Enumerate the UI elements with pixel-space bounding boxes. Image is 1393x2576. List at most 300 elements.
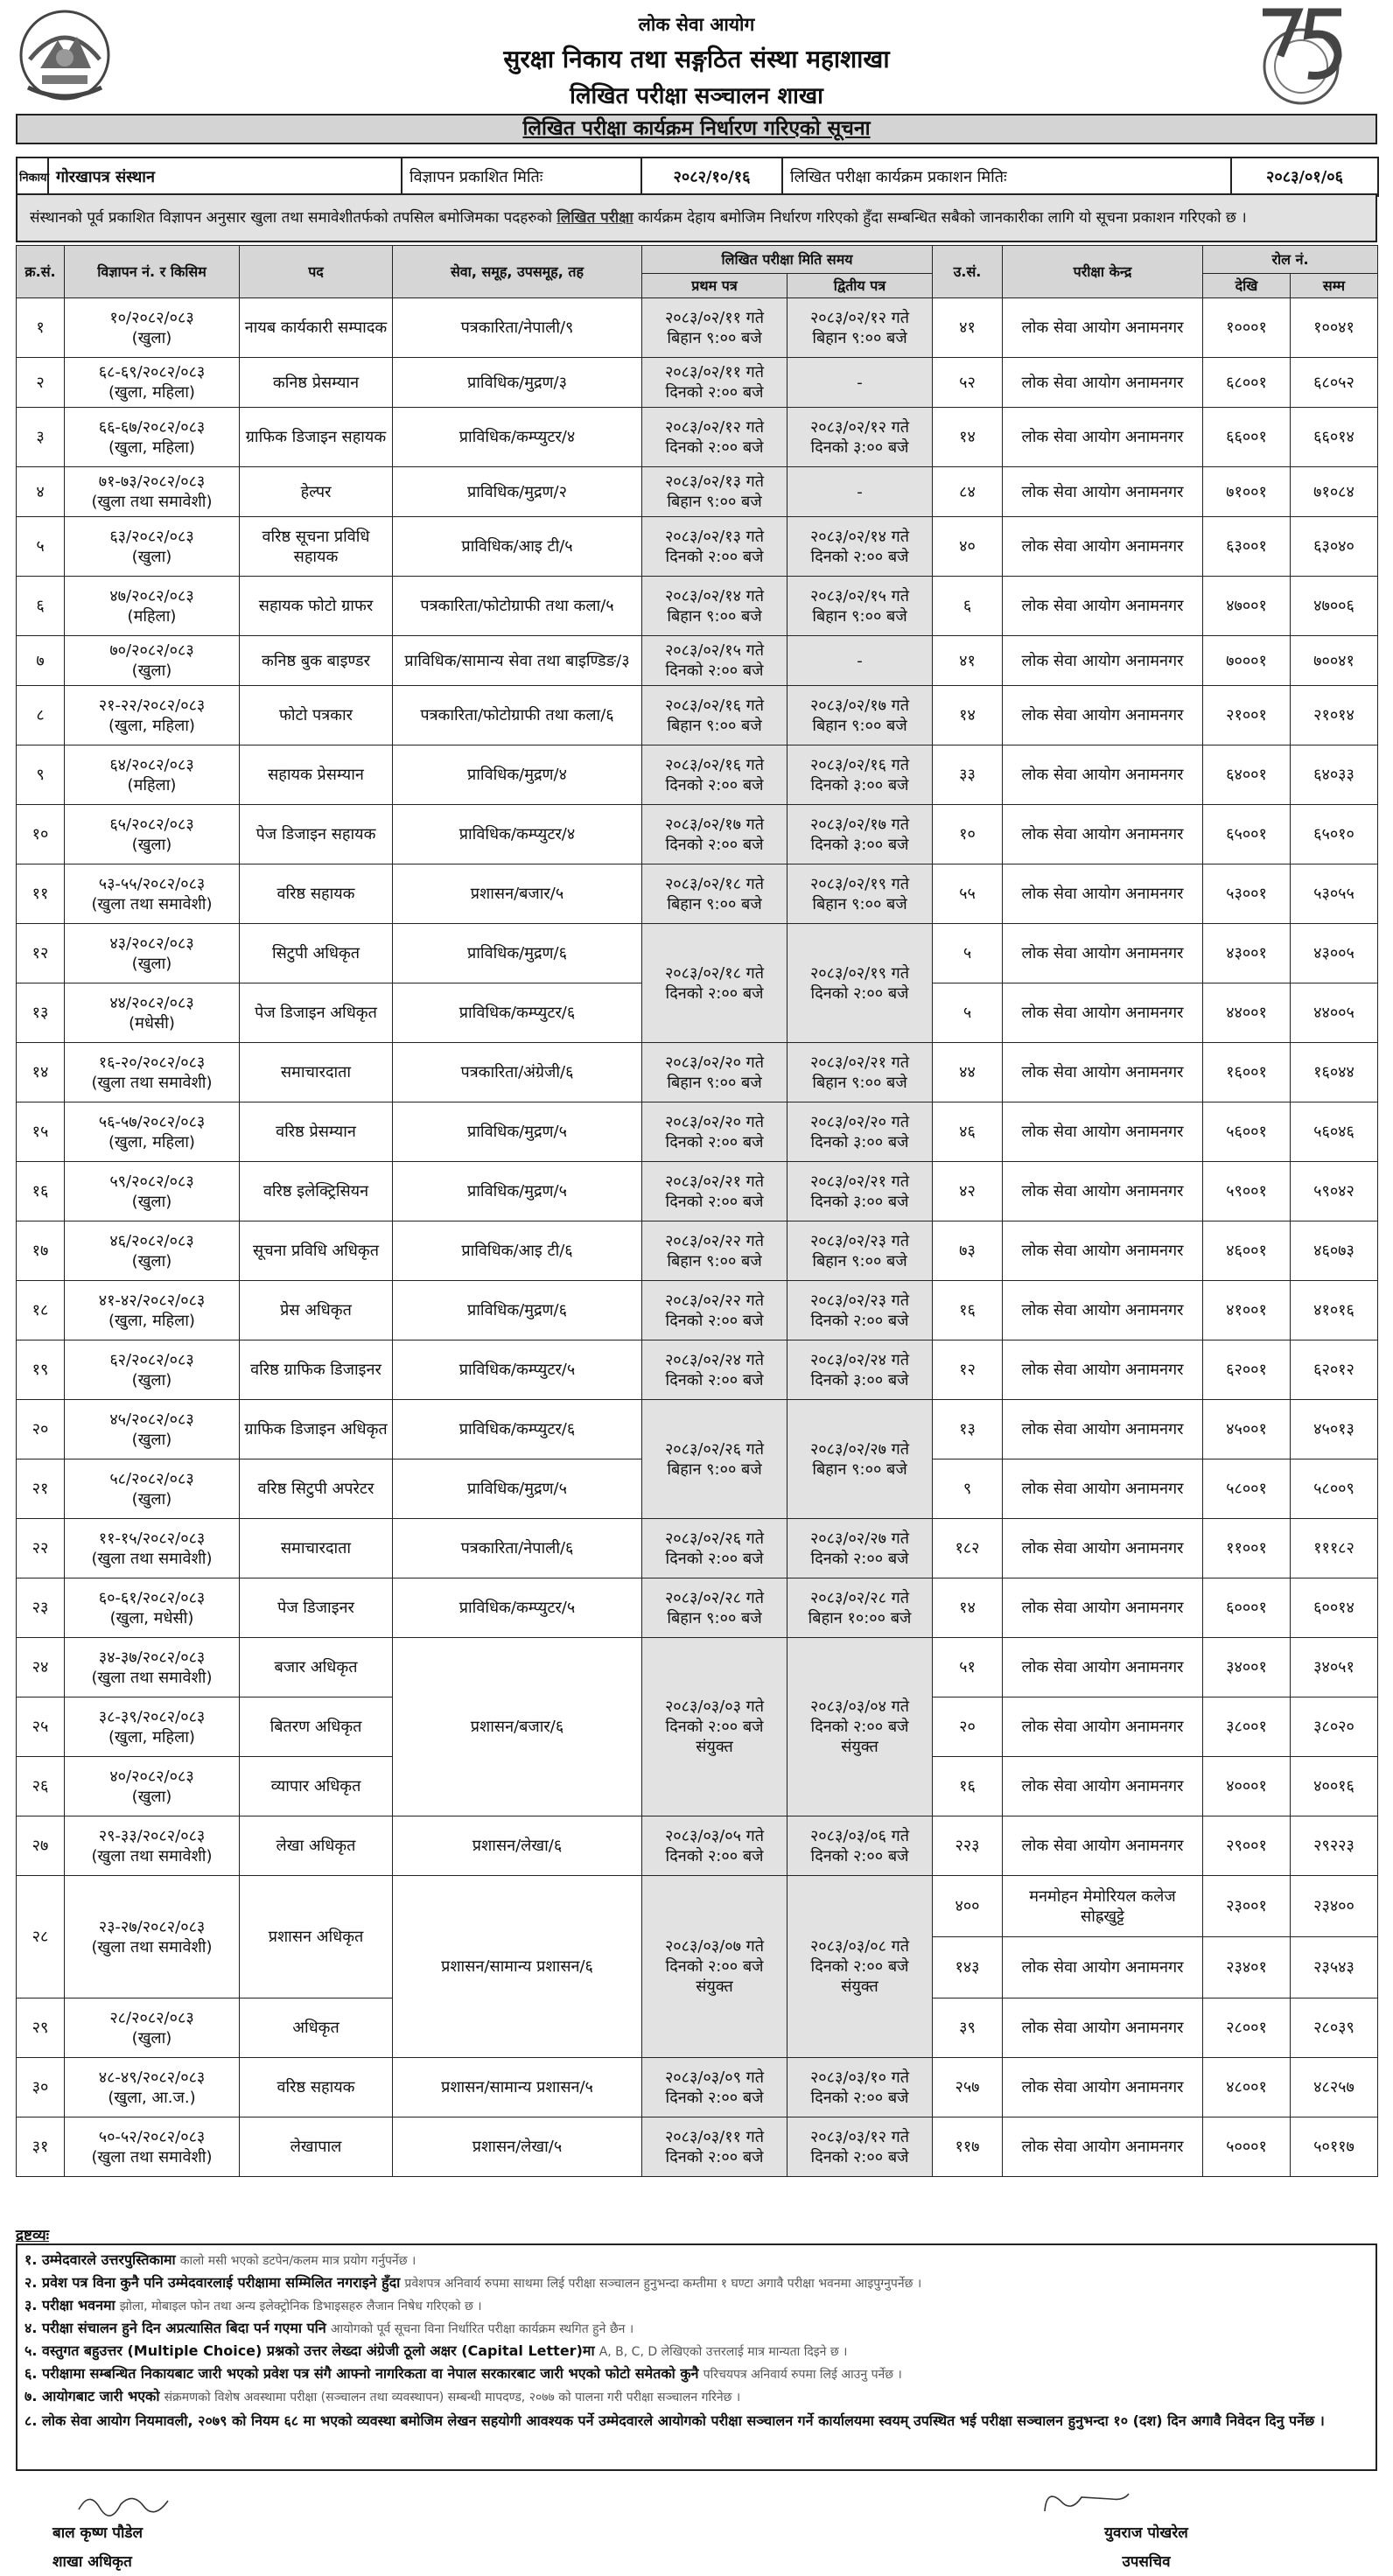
- row-adv-line: ६३/२०८२/०८३: [109, 527, 194, 546]
- row-service: प्रशासन/लेखा/५: [393, 2118, 642, 2177]
- row-paper2-line: संयुक्त: [841, 1738, 878, 1756]
- row-roll-to: ४४००५: [1291, 984, 1378, 1043]
- row-adv-line: २१-२२/२०८२/०८३: [98, 696, 206, 715]
- row-post: अधिकृत: [240, 1998, 393, 2058]
- row-adv-type: (खुला): [131, 1251, 172, 1270]
- row-adv: [65, 1876, 240, 1998]
- row-adv: [65, 517, 240, 577]
- row-roll-from: ४४००१: [1203, 984, 1291, 1043]
- row-roll-to: ४१०१६: [1291, 1281, 1378, 1340]
- row-adv-line: ६८-६९/२०८२/०८३: [98, 363, 206, 382]
- row-candidates: १६: [933, 1757, 1003, 1816]
- row-sn: २२: [17, 1519, 65, 1578]
- row-sn: २१: [17, 1460, 65, 1519]
- row-roll-to: २९२२३: [1291, 1816, 1378, 1876]
- row-sn: ६: [17, 577, 65, 636]
- row-paper2-line: संयुक्त: [841, 1978, 878, 1996]
- row-paper2-line: २०८३/०२/१९ गते: [809, 963, 910, 983]
- row-paper2: [788, 924, 933, 1043]
- row-paper1-line: २०८३/०२/२१ गते: [664, 1172, 765, 1191]
- row-paper2-line: दिनको २:०० बजे: [810, 2147, 909, 2166]
- row-paper2-line: दिनको ३:०० बजे: [810, 835, 909, 854]
- row-paper1-line: २०८३/०२/२२ गते: [664, 1291, 765, 1310]
- row-paper1-line: बिहान ९:०० बजे: [667, 328, 762, 347]
- row-post: वरिष्ठ सूचना प्रविधि सहायक: [240, 517, 393, 577]
- row-roll-from: ७०००१: [1203, 636, 1291, 686]
- row-post: सहायक प्रेसम्यान: [240, 746, 393, 805]
- row-adv: [65, 864, 240, 924]
- row-candidates: ५२: [933, 358, 1003, 408]
- row-paper2-line: २०८३/०२/२३ गते: [809, 1231, 910, 1250]
- table-row: [17, 1340, 1378, 1400]
- row-paper1: [642, 636, 788, 686]
- division-name: सुरक्षा निकाय तथा सङ्गठित संस्था महाशाखा: [503, 45, 890, 74]
- row-adv: [65, 358, 240, 408]
- row-service: प्राविधिक/कम्प्युटर/६: [393, 1400, 642, 1460]
- col-service: सेवा, समूह, उपसमूह, तह: [393, 246, 642, 298]
- row-center: लोक सेवा आयोग अनामनगर: [1003, 1222, 1203, 1281]
- row-paper1-line: २०८३/०२/१६ गते: [664, 696, 765, 715]
- row-adv: [65, 2118, 240, 2177]
- program-date-value: २०८३/०१/०६: [1231, 158, 1378, 196]
- row-sn: १५: [17, 1102, 65, 1162]
- row-adv-type: (खुला, महिला): [108, 383, 195, 402]
- row-adv-type: (खुला, महिला): [108, 438, 195, 457]
- row-roll-to: ६००१४: [1291, 1578, 1378, 1638]
- row-roll-to: ४८२५७: [1291, 2058, 1378, 2118]
- table-row: [17, 2118, 1378, 2177]
- row-adv-type: (खुला तथा समावेशी): [91, 1846, 213, 1866]
- row-paper1-line: दिनको २:०० बजे: [665, 1132, 764, 1152]
- row-adv-type: (खुला, महिला): [108, 1311, 195, 1330]
- row-post: प्रेस अधिकृत: [240, 1281, 393, 1340]
- row-paper1-line: दिनको २:०० बजे: [665, 2147, 764, 2166]
- row-service: प्रशासन/बजार/६: [393, 1638, 642, 1816]
- row-adv-type: (खुला तथा समावेशी): [91, 493, 213, 511]
- row-candidates: १०: [933, 805, 1003, 864]
- row-roll-from: ४६००१: [1203, 1222, 1291, 1281]
- row-sn: ३१: [17, 2118, 65, 2177]
- row-paper2: [788, 577, 933, 636]
- row-candidates: ९: [933, 1460, 1003, 1519]
- row-paper2: [788, 1102, 933, 1162]
- row-sn: २९: [17, 1998, 65, 2058]
- row-paper1-line: दिनको २:०० बजे: [665, 1370, 764, 1390]
- row-paper2-line: दिनको २:०० बजे: [810, 1549, 909, 1568]
- row-center: लोक सेवा आयोग अनामनगर: [1003, 1638, 1203, 1698]
- row-roll-from: ५८००१: [1203, 1460, 1291, 1519]
- row-adv: [65, 686, 240, 746]
- row-paper2-line: बिहान १०:०० बजे: [808, 1608, 912, 1628]
- row-paper1: [642, 408, 788, 467]
- row-paper1-line: बिहान ९:०० बजे: [667, 1460, 762, 1479]
- table-row: [17, 1102, 1378, 1162]
- row-service: प्राविधिक/मुद्रण/६: [393, 924, 642, 984]
- table-row: [17, 686, 1378, 746]
- row-adv-type: (खुला): [131, 1787, 172, 1806]
- info-table: [16, 157, 1379, 197]
- row-adv-type: (खुला): [131, 2028, 172, 2048]
- row-paper2: [788, 746, 933, 805]
- row-service: प्रशासन/बजार/५: [393, 864, 642, 924]
- row-roll-from: ६०००१: [1203, 1578, 1291, 1638]
- row-adv-line: ६५/२०८२/०८३: [109, 815, 194, 834]
- row-paper1-line: दिनको २:०० बजे: [665, 383, 764, 402]
- row-paper1-line: दिनको २:०० बजे: [665, 984, 764, 1003]
- row-paper2-line: बिहान ९:०० बजे: [812, 1251, 907, 1270]
- row-candidates: २०: [933, 1698, 1003, 1757]
- row-center: लोक सेवा आयोग अनामनगर: [1003, 298, 1203, 358]
- row-paper2-line: दिनको २:०० बजे: [810, 1311, 909, 1330]
- row-candidates: १४: [933, 1578, 1003, 1638]
- row-adv-line: ५८/२०८२/०८३: [109, 1469, 194, 1488]
- row-paper1-line: दिनको २:०० बजे: [665, 1846, 764, 1866]
- row-candidates: १३: [933, 1400, 1003, 1460]
- row-roll-from: ४०००१: [1203, 1757, 1291, 1816]
- row-center: लोक सेवा आयोग अनामनगर: [1003, 1519, 1203, 1578]
- row-paper1: [642, 1816, 788, 1876]
- row-candidates: ५५: [933, 864, 1003, 924]
- col-roll-from: देखि: [1203, 274, 1291, 298]
- row-sn: १९: [17, 1340, 65, 1400]
- note-item-main: ८. लोक सेवा आयोग नियमावली, २०७९ को नियम ६८ मा भएको व्यवस्था बमोजिम लेखन सहयोगी आवश्यक पर्ने उम्मेदवारले आयोगको परीक्षा सञ्चालन गर्ने कार्यालयमा स्वयम् उपस्थित भई परीक्षा सञ्चालन हुनुभन्दा १० (दश) दिन अगावै निवेदन दिनु पर्नेछ ।: [24, 2412, 1325, 2429]
- row-paper1-line: २०८३/०२/१८ गते: [664, 963, 765, 983]
- row-service: प्राविधिक/कम्प्युटर/४: [393, 408, 642, 467]
- row-paper2-line: बिहान ९:०० बजे: [812, 894, 907, 914]
- row-adv-type: (खुला, आ.ज.): [108, 2088, 196, 2107]
- row-adv-line: ४३/२०८२/०८३: [109, 934, 194, 953]
- row-adv: [65, 1222, 240, 1281]
- row-roll-from: ६८००१: [1203, 358, 1291, 408]
- row-paper2: [788, 517, 933, 577]
- row-roll-from: ११००१: [1203, 1519, 1291, 1578]
- row-adv-line: ७०/२०८२/०८३: [109, 641, 194, 660]
- row-service: प्राविधिक/मुद्रण/४: [393, 746, 642, 805]
- row-post: सूचना प्रविधि अधिकृत: [240, 1222, 393, 1281]
- row-paper1: [642, 577, 788, 636]
- program-date-label: लिखित परीक्षा कार्यक्रम प्रकाशन मितिः: [782, 158, 1231, 196]
- row-paper1-line: दिनको २:०० बजे: [665, 1957, 764, 1976]
- row-paper2-line: २०८३/०३/०४ गते: [809, 1698, 910, 1716]
- row-paper1-line: २०८३/०३/०७ गते: [664, 1937, 765, 1956]
- table-row: [17, 746, 1378, 805]
- row-paper2-line: २०८३/०२/१४ गते: [809, 527, 910, 546]
- note-item-detail: आयोगको पूर्व सूचना विना निर्धारित परीक्षा कार्यक्रम स्थगित हुने छैन ।: [330, 2322, 634, 2336]
- row-sn: २३: [17, 1578, 65, 1638]
- table-row: [17, 1578, 1378, 1638]
- row-sn: २०: [17, 1400, 65, 1460]
- row-adv-type: (खुला, महिला): [108, 716, 195, 735]
- row-candidates: ५: [933, 924, 1003, 984]
- row-post: लेखा अधिकृत: [240, 1816, 393, 1876]
- row-adv-type: (खुला तथा समावेशी): [91, 1937, 213, 1956]
- row-adv: [65, 746, 240, 805]
- row-post: ग्राफिक डिजाइन सहायक: [240, 408, 393, 467]
- row-paper1-line: बिहान ९:०० बजे: [667, 493, 762, 511]
- org-value: गोरखापत्र संस्थान: [48, 158, 402, 196]
- row-post: फोटो पत्रकार: [240, 686, 393, 746]
- intro-text-after: कार्यक्रम देहाय बमोजिम निर्धारण गरिएको हुँदा सम्बन्धित सबैको जानकारीका लागि यो सूचना प्रकाशन गरिएको छ ।: [633, 209, 1247, 227]
- row-adv-line: ५६-५७/२०८२/०८३: [98, 1112, 206, 1131]
- row-candidates: २२३: [933, 1816, 1003, 1876]
- row-roll-to: ४५०१३: [1291, 1400, 1378, 1460]
- signature-left: [52, 2483, 280, 2571]
- row-paper2-line: २०८३/०२/२१ गते: [809, 1053, 910, 1072]
- table-row: [17, 1222, 1378, 1281]
- row-paper1: [642, 924, 788, 1043]
- row-post: पेज डिजाइन अधिकृत: [240, 984, 393, 1043]
- row-adv: [65, 408, 240, 467]
- row-paper2-line: दिनको २:०० बजे: [810, 1957, 909, 1976]
- row-candidates: १६: [933, 1281, 1003, 1340]
- row-center: लोक सेवा आयोग अनामनगर: [1003, 517, 1203, 577]
- row-paper1: [642, 1162, 788, 1222]
- row-post: कनिष्ठ प्रेसम्यान: [240, 358, 393, 408]
- row-candidates: २५७: [933, 2058, 1003, 2118]
- notice-title: लिखित परीक्षा कार्यक्रम निर्धारण गरिएको सूचना: [16, 114, 1377, 144]
- row-candidates: ५: [933, 984, 1003, 1043]
- row-post: पेज डिजाइन सहायक: [240, 805, 393, 864]
- row-paper2-line: २०८३/०२/२७ गते: [809, 1439, 910, 1459]
- row-post: समाचारदाता: [240, 1043, 393, 1102]
- row-paper2-line: २०८३/०३/०८ गते: [809, 1937, 910, 1956]
- table-row: [17, 1816, 1378, 1876]
- row-sn: ३: [17, 408, 65, 467]
- row-service: प्राविधिक/कम्प्युटर/५: [393, 1340, 642, 1400]
- row-paper1-line: २०८३/०२/११ गते: [664, 308, 765, 327]
- row-post: सहायक फोटो ग्राफर: [240, 577, 393, 636]
- row-paper1-line: २०८३/०२/२० गते: [664, 1053, 765, 1072]
- row-adv-line: ४४/२०८२/०८३: [109, 993, 194, 1012]
- row-paper2-line: २०८३/०२/१५ गते: [809, 586, 910, 606]
- row-adv-type: (खुला तथा समावेशी): [91, 1668, 213, 1687]
- row-post: पेज डिजाइनर: [240, 1578, 393, 1638]
- row-adv-line: ६२/२०८२/०८३: [109, 1350, 194, 1369]
- row-paper2: [788, 1876, 933, 2058]
- table-row: [17, 517, 1378, 577]
- row-roll-to: १००४१: [1291, 298, 1378, 358]
- row-adv-line: ४६/२०८२/०८३: [109, 1231, 194, 1250]
- row-paper1-line: २०८३/०२/१३ गते: [664, 472, 765, 491]
- row-paper1: [642, 1876, 788, 2058]
- row-paper1-line: बिहान ९:०० बजे: [667, 1251, 762, 1270]
- row-post: लेखापाल: [240, 2118, 393, 2177]
- row-roll-from: २३४०१: [1203, 1937, 1291, 1998]
- row-paper1: [642, 1400, 788, 1519]
- row-paper2-line: बिहान ९:०० बजे: [812, 328, 907, 347]
- row-paper2-line: २०८३/०३/१० गते: [809, 2068, 910, 2087]
- note-item-detail: प्रवेशपत्र अनिवार्य रुपमा साथमा लिई परीक्षा सञ्चालन हुनुभन्दा कम्तीमा १ घण्टा अगावै परीक्षा भवनमा आइपुग्नुपर्नेछ ।: [404, 2277, 922, 2291]
- table-row: [17, 1162, 1378, 1222]
- row-paper1-line: दिनको २:०० बजे: [665, 547, 764, 566]
- row-paper1-line: २०८३/०२/१५ गते: [664, 641, 765, 660]
- row-candidates: १४: [933, 408, 1003, 467]
- row-paper2: [788, 2118, 933, 2177]
- note-item-detail: कालो मसी भएको डटपेन/कलम मात्र प्रयोग गर्नुपर्नेछ ।: [179, 2254, 416, 2268]
- row-adv: [65, 1400, 240, 1460]
- exam-schedule-table: [16, 245, 1378, 2177]
- row-paper1: [642, 1043, 788, 1102]
- row-post: वरिष्ठ ग्राफिक डिजाइनर: [240, 1340, 393, 1400]
- table-row: [17, 1400, 1378, 1460]
- note-item: [24, 2412, 1372, 2432]
- row-adv-line: ४५/२०८२/०८३: [109, 1410, 194, 1429]
- row-paper2: [788, 805, 933, 864]
- row-paper2-line: दिनको ३:०० बजे: [810, 1192, 909, 1211]
- note-item-main: ४. परीक्षा संचालन हुने दिन अप्रत्यासित बिदा पर्न गएमा पनि: [24, 2320, 326, 2336]
- row-center: लोक सेवा आयोग अनामनगर: [1003, 408, 1203, 467]
- row-paper2-line: २०८३/०२/१७ गते: [809, 815, 910, 834]
- row-paper1: [642, 2058, 788, 2118]
- note-item-detail: संक्रमणको विशेष अवस्थामा परीक्षा (सञ्चालन तथा व्यवस्थापन) सम्बन्धी मापदण्ड, २०७७ को पालना गरी परीक्षा सञ्चालन गरिनेछ ।: [164, 2390, 741, 2404]
- row-adv-type: (खुला तथा समावेशी): [91, 1073, 213, 1092]
- signature-right-title: उपसचिव: [1122, 2553, 1171, 2571]
- row-adv: [65, 1043, 240, 1102]
- row-candidates: ४१: [933, 298, 1003, 358]
- row-adv: [65, 1460, 240, 1519]
- row-paper2-line: दिनको २:०० बजे: [810, 984, 909, 1003]
- row-paper2-line: दिनको २:०० बजे: [810, 2088, 909, 2107]
- row-paper1-line: २०८३/०२/२४ गते: [664, 1350, 765, 1369]
- row-paper2-line: २०८३/०२/२७ गते: [809, 1529, 910, 1548]
- row-paper1-line: दिनको २:०० बजे: [665, 1311, 764, 1330]
- signature-left-title: शाखा अधिकृत: [52, 2553, 132, 2571]
- table-row: [17, 1281, 1378, 1340]
- row-candidates: ४००: [933, 1876, 1003, 1937]
- row-center: लोक सेवा आयोग अनामनगर: [1003, 1998, 1203, 2058]
- row-paper2-line: बिहान ९:०० बजे: [812, 1460, 907, 1479]
- row-paper2: [788, 1638, 933, 1816]
- row-adv-type: (महिला): [127, 775, 177, 794]
- row-adv: [65, 1340, 240, 1400]
- row-adv-type: (खुला): [131, 547, 172, 566]
- table-row: [17, 1876, 1378, 1937]
- row-center: लोक सेवा आयोग अनामनगर: [1003, 864, 1203, 924]
- row-service: प्रशासन/सामान्य प्रशासन/५: [393, 2058, 642, 2118]
- row-roll-from: २८००१: [1203, 1998, 1291, 2058]
- row-paper2: [788, 1222, 933, 1281]
- col-roll-to: सम्म: [1291, 274, 1378, 298]
- row-candidates: ३३: [933, 746, 1003, 805]
- row-paper2-line: दिनको २:०० बजे: [810, 1846, 909, 1866]
- row-adv-line: ३८-३९/२०८२/०८३: [98, 1707, 206, 1726]
- row-center: लोक सेवा आयोग अनामनगर: [1003, 984, 1203, 1043]
- row-sn: २६: [17, 1757, 65, 1816]
- row-adv-type: (खुला): [131, 1370, 172, 1390]
- row-paper1-line: दिनको २:०० बजे: [665, 1718, 764, 1736]
- row-paper2: [788, 1519, 933, 1578]
- row-roll-from: ३४००१: [1203, 1638, 1291, 1698]
- row-center: लोक सेवा आयोग अनामनगर: [1003, 1102, 1203, 1162]
- row-paper2: [788, 1816, 933, 1876]
- adv-date-value: २०८२/१०/१६: [641, 158, 782, 196]
- intro-link[interactable]: लिखित परीक्षा: [556, 209, 634, 227]
- row-paper2: [788, 1281, 933, 1340]
- row-paper2-line: २०८३/०२/२४ गते: [809, 1350, 910, 1369]
- row-adv: [65, 1519, 240, 1578]
- row-adv-type: (खुला): [131, 1430, 172, 1449]
- row-service: प्राविधिक/सामान्य सेवा तथा बाइण्डिङ/३: [393, 636, 642, 686]
- row-post: नायब कार्यकारी सम्पादक: [240, 298, 393, 358]
- row-paper1-line: दिनको २:०० बजे: [665, 1192, 764, 1211]
- row-sn: ४: [17, 467, 65, 517]
- page-header: [0, 0, 1393, 114]
- row-service: प्रशासन/सामान्य प्रशासन/६: [393, 1876, 642, 2058]
- row-adv-line: २३-२७/२०८२/०८३: [98, 1917, 206, 1936]
- row-adv: [65, 1162, 240, 1222]
- row-center: लोक सेवा आयोग अनामनगर: [1003, 1281, 1203, 1340]
- row-adv-line: ४१-४२/२०८२/०८३: [98, 1291, 206, 1310]
- row-sn: ७: [17, 636, 65, 686]
- row-adv-line: ५३-५५/२०८२/०८३: [98, 874, 206, 893]
- table-row: [17, 1043, 1378, 1102]
- row-sn: ८: [17, 686, 65, 746]
- row-paper1-line: बिहान ९:०० बजे: [667, 1073, 762, 1092]
- intro-paragraph: [16, 193, 1377, 242]
- row-adv-line: १०/२०८२/०८३: [109, 308, 194, 327]
- row-paper1-line: २०८३/०२/२६ गते: [664, 1439, 765, 1459]
- row-paper1-line: २०८३/०२/२८ गते: [664, 1588, 765, 1607]
- row-service: पत्रकारिता/अंग्रेजी/६: [393, 1043, 642, 1102]
- row-roll-from: ६२००१: [1203, 1340, 1291, 1400]
- row-paper2-line: २०८३/०२/२१ गते: [809, 1172, 910, 1191]
- row-paper1-line: दिनको २:०० बजे: [665, 775, 764, 794]
- row-adv: [65, 1638, 240, 1698]
- row-center: लोक सेवा आयोग अनामनगर: [1003, 1340, 1203, 1400]
- row-roll-from: ६४००१: [1203, 746, 1291, 805]
- row-paper1-line: दिनको २:०० बजे: [665, 662, 764, 680]
- row-paper1-line: २०८३/०२/१७ गते: [664, 815, 765, 834]
- row-paper1-line: २०८३/०२/१६ गते: [664, 755, 765, 774]
- row-paper2-line: २०८३/०२/१२ गते: [809, 308, 910, 327]
- row-paper1-line: बिहान ९:०० बजे: [667, 1608, 762, 1628]
- row-candidates: ८४: [933, 467, 1003, 517]
- row-paper1-line: संयुक्त: [696, 1738, 733, 1756]
- row-candidates: ६: [933, 577, 1003, 636]
- row-post: प्रशासन अधिकृत: [240, 1876, 393, 1998]
- row-center: लोक सेवा आयोग अनामनगर: [1003, 467, 1203, 517]
- row-adv-line: ५०-५२/२०८२/०८३: [98, 2127, 206, 2146]
- row-adv-type: (खुला, मधेसी): [109, 1608, 194, 1628]
- row-post: वरिष्ठ प्रेसम्यान: [240, 1102, 393, 1162]
- row-adv-line: ६०-६१/२०८२/०८३: [98, 1588, 206, 1607]
- row-paper2-line: २०८३/०२/२० गते: [809, 1112, 910, 1131]
- row-paper1: [642, 517, 788, 577]
- row-candidates: १२: [933, 1340, 1003, 1400]
- row-roll-from: ५९००१: [1203, 1162, 1291, 1222]
- row-center: लोक सेवा आयोग अनामनगर: [1003, 636, 1203, 686]
- row-paper2-line: २०८३/०२/२३ गते: [809, 1291, 910, 1310]
- row-paper2-line: २०८३/०३/०६ गते: [809, 1826, 910, 1845]
- row-adv: [65, 1816, 240, 1876]
- row-adv-line: २९-३३/२०८२/०८३: [98, 1826, 206, 1845]
- row-paper1-line: दिनको २:०० बजे: [665, 2088, 764, 2107]
- row-roll-to: ४००१६: [1291, 1757, 1378, 1816]
- row-center: लोक सेवा आयोग अनामनगर: [1003, 805, 1203, 864]
- row-service: प्रशासन/लेखा/६: [393, 1816, 642, 1876]
- row-sn: १८: [17, 1281, 65, 1340]
- row-paper1: [642, 358, 788, 408]
- row-center: लोक सेवा आयोग अनामनगर: [1003, 1937, 1203, 1998]
- row-roll-to: १६०४४: [1291, 1043, 1378, 1102]
- row-service: प्राविधिक/मुद्रण/३: [393, 358, 642, 408]
- row-paper1-line: बिहान ९:०० बजे: [667, 716, 762, 735]
- row-sn: २७: [17, 1816, 65, 1876]
- row-roll-to: ५०११७: [1291, 2118, 1378, 2177]
- table-row: [17, 408, 1378, 467]
- row-adv-line: ६४/२०८२/०८३: [109, 755, 194, 774]
- row-adv: [65, 636, 240, 686]
